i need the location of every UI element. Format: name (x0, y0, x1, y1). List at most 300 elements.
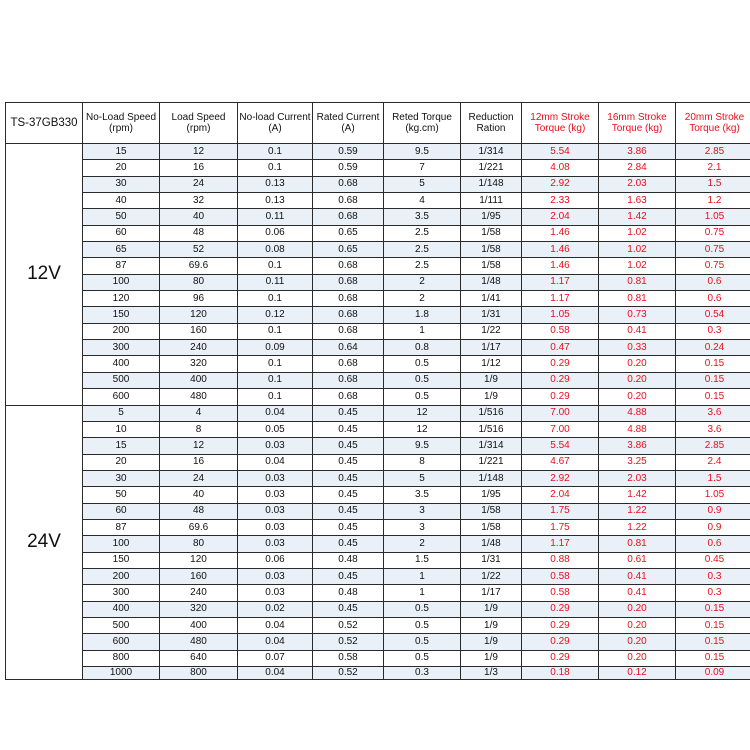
load-speed-cell: 40 (160, 487, 238, 503)
rated-torque-cell: 3.5 (384, 487, 461, 503)
rated-current-cell: 0.48 (313, 552, 384, 568)
stroke-12mm-torque-cell: 0.58 (522, 323, 599, 339)
no-load-current-cell: 0.06 (238, 225, 313, 241)
no-load-speed-cell: 87 (83, 258, 160, 274)
stroke-12mm-torque-cell: 1.46 (522, 242, 599, 258)
no-load-current-cell: 0.03 (238, 519, 313, 535)
rated-current-cell: 0.48 (313, 585, 384, 601)
stroke-16mm-torque-cell: 3.86 (599, 438, 676, 454)
load-speed-cell: 400 (160, 372, 238, 388)
no-load-current-cell: 0.1 (238, 389, 313, 405)
table-row (6, 568, 750, 584)
stroke-12mm-torque-cell: 7.00 (522, 421, 599, 437)
rated-torque-cell: 0.5 (384, 389, 461, 405)
no-load-current-cell: 0.1 (238, 372, 313, 388)
stroke-20mm-torque-cell: 0.15 (676, 372, 750, 388)
table-row (6, 389, 750, 405)
stroke-12mm-torque-cell: 0.58 (522, 585, 599, 601)
table-row (6, 552, 750, 568)
rated-current-cell: 0.68 (313, 291, 384, 307)
load-speed-cell: 320 (160, 356, 238, 372)
load-speed-cell: 52 (160, 242, 238, 258)
load-speed-cell: 8 (160, 421, 238, 437)
stroke-20mm-torque-cell: 1.05 (676, 209, 750, 225)
reduction-ratio-cell: 1/31 (461, 307, 522, 323)
stroke-20mm-torque-cell: 0.15 (676, 650, 750, 666)
rated-torque-cell: 8 (384, 454, 461, 470)
no-load-current-cell: 0.05 (238, 421, 313, 437)
no-load-current-cell: 0.06 (238, 552, 313, 568)
table-row (6, 438, 750, 454)
load-speed-cell: 32 (160, 193, 238, 209)
no-load-current-cell: 0.04 (238, 634, 313, 650)
stroke-16mm-torque-cell: 4.88 (599, 405, 676, 421)
reduction-ratio-cell: 1/12 (461, 356, 522, 372)
header-row (6, 103, 750, 144)
no-load-speed-cell: 30 (83, 176, 160, 192)
no-load-speed-cell: 300 (83, 585, 160, 601)
stroke-20mm-torque-cell: 0.45 (676, 552, 750, 568)
stroke-20mm-torque-cell: 0.54 (676, 307, 750, 323)
stroke-12mm-torque-header: 12mm Stroke Torque (kg) (522, 103, 599, 144)
rated-current-cell: 0.68 (313, 274, 384, 290)
load-speed-cell: 480 (160, 634, 238, 650)
no-load-current-cell: 0.04 (238, 667, 313, 680)
reduction-ratio-cell: 1/9 (461, 617, 522, 633)
stroke-20mm-torque-cell: 0.9 (676, 519, 750, 535)
table-row (6, 617, 750, 633)
rated-current-cell: 0.68 (313, 209, 384, 225)
stroke-16mm-torque-cell: 0.41 (599, 585, 676, 601)
load-speed-cell: 12 (160, 438, 238, 454)
rated-torque-cell: 2 (384, 291, 461, 307)
reduction-ratio-cell: 1/48 (461, 274, 522, 290)
table-row (6, 209, 750, 225)
reduction-ratio-cell: 1/148 (461, 176, 522, 192)
voltage-group-label: 12V (6, 144, 83, 406)
model-header: TS-37GB330 (6, 103, 83, 144)
stroke-16mm-torque-cell: 0.12 (599, 667, 676, 680)
reduction-ratio-header: Reduction Ration (461, 103, 522, 144)
no-load-speed-cell: 100 (83, 536, 160, 552)
no-load-current-cell: 0.03 (238, 568, 313, 584)
stroke-16mm-torque-cell: 0.41 (599, 323, 676, 339)
no-load-current-cell: 0.1 (238, 323, 313, 339)
stroke-16mm-torque-cell: 0.81 (599, 274, 676, 290)
no-load-speed-cell: 600 (83, 634, 160, 650)
reduction-ratio-cell: 1/3 (461, 667, 522, 680)
no-load-speed-cell: 60 (83, 225, 160, 241)
stroke-20mm-torque-cell: 2.85 (676, 144, 750, 160)
rated-current-cell: 0.68 (313, 258, 384, 274)
load-speed-cell: 80 (160, 536, 238, 552)
load-speed-cell: 800 (160, 667, 238, 680)
rated-torque-cell: 2.5 (384, 242, 461, 258)
rated-current-cell: 0.52 (313, 634, 384, 650)
stroke-12mm-torque-cell: 4.08 (522, 160, 599, 176)
stroke-20mm-torque-cell: 0.15 (676, 634, 750, 650)
table-row (6, 274, 750, 290)
stroke-20mm-torque-cell: 0.15 (676, 389, 750, 405)
reduction-ratio-cell: 1/314 (461, 144, 522, 160)
reduction-ratio-cell: 1/17 (461, 340, 522, 356)
reduction-ratio-cell: 1/22 (461, 568, 522, 584)
no-load-current-cell: 0.03 (238, 503, 313, 519)
table-row (6, 601, 750, 617)
rated-current-cell: 0.45 (313, 601, 384, 617)
rated-torque-cell: 9.5 (384, 438, 461, 454)
no-load-speed-cell: 800 (83, 650, 160, 666)
stroke-12mm-torque-cell: 1.75 (522, 519, 599, 535)
stroke-16mm-torque-cell: 2.84 (599, 160, 676, 176)
stroke-20mm-torque-header: 20mm Stroke Torque (kg) (676, 103, 750, 144)
rated-torque-cell: 0.3 (384, 667, 461, 680)
load-speed-cell: 24 (160, 470, 238, 486)
no-load-speed-cell: 20 (83, 160, 160, 176)
table-row (6, 193, 750, 209)
table-row (6, 356, 750, 372)
rated-current-cell: 0.45 (313, 503, 384, 519)
no-load-current-cell: 0.11 (238, 274, 313, 290)
stroke-12mm-torque-cell: 0.29 (522, 617, 599, 633)
no-load-speed-cell: 20 (83, 454, 160, 470)
stroke-12mm-torque-cell: 0.29 (522, 389, 599, 405)
rated-torque-cell: 4 (384, 193, 461, 209)
no-load-speed-cell: 15 (83, 144, 160, 160)
rated-torque-cell: 0.8 (384, 340, 461, 356)
reduction-ratio-cell: 1/221 (461, 160, 522, 176)
no-load-current-cell: 0.09 (238, 340, 313, 356)
rated-torque-cell: 0.5 (384, 650, 461, 666)
rated-current-cell: 0.45 (313, 568, 384, 584)
table-row (6, 421, 750, 437)
no-load-speed-cell: 300 (83, 340, 160, 356)
table-row (6, 144, 750, 160)
reduction-ratio-cell: 1/9 (461, 389, 522, 405)
stroke-16mm-torque-cell: 0.20 (599, 634, 676, 650)
stroke-12mm-torque-cell: 0.58 (522, 568, 599, 584)
rated-current-cell: 0.68 (313, 176, 384, 192)
load-speed-cell: 640 (160, 650, 238, 666)
load-speed-cell: 40 (160, 209, 238, 225)
no-load-speed-header: No-Load Speed (rpm) (83, 103, 160, 144)
voltage-group-label: 24V (6, 405, 83, 680)
stroke-12mm-torque-cell: 1.05 (522, 307, 599, 323)
no-load-current-cell: 0.1 (238, 144, 313, 160)
no-load-speed-cell: 400 (83, 356, 160, 372)
rated-torque-cell: 1 (384, 585, 461, 601)
stroke-12mm-torque-cell: 0.29 (522, 650, 599, 666)
stroke-20mm-torque-cell: 0.9 (676, 503, 750, 519)
stroke-20mm-torque-cell: 0.6 (676, 274, 750, 290)
no-load-speed-cell: 10 (83, 421, 160, 437)
stroke-20mm-torque-cell: 1.05 (676, 487, 750, 503)
rated-torque-cell: 7 (384, 160, 461, 176)
rated-current-cell: 0.52 (313, 667, 384, 680)
no-load-current-cell: 0.1 (238, 160, 313, 176)
no-load-speed-cell: 15 (83, 438, 160, 454)
reduction-ratio-cell: 1/58 (461, 225, 522, 241)
stroke-16mm-torque-cell: 0.20 (599, 617, 676, 633)
stroke-12mm-torque-cell: 2.92 (522, 470, 599, 486)
reduction-ratio-cell: 1/58 (461, 519, 522, 535)
reduction-ratio-cell: 1/95 (461, 487, 522, 503)
load-speed-cell: 4 (160, 405, 238, 421)
stroke-12mm-torque-cell: 0.29 (522, 356, 599, 372)
no-load-current-cell: 0.03 (238, 438, 313, 454)
stroke-20mm-torque-cell: 0.3 (676, 323, 750, 339)
stroke-12mm-torque-cell: 0.29 (522, 601, 599, 617)
stroke-16mm-torque-cell: 1.22 (599, 519, 676, 535)
stroke-20mm-torque-cell: 2.1 (676, 160, 750, 176)
stroke-16mm-torque-cell: 1.63 (599, 193, 676, 209)
load-speed-cell: 16 (160, 160, 238, 176)
stroke-16mm-torque-cell: 3.86 (599, 144, 676, 160)
no-load-speed-cell: 500 (83, 372, 160, 388)
rated-torque-cell: 3 (384, 503, 461, 519)
stroke-16mm-torque-cell: 1.22 (599, 503, 676, 519)
load-speed-cell: 240 (160, 585, 238, 601)
load-speed-cell: 48 (160, 503, 238, 519)
table-body (6, 144, 750, 680)
rated-torque-cell: 1 (384, 323, 461, 339)
no-load-speed-cell: 60 (83, 503, 160, 519)
motor-spec-table (5, 102, 750, 680)
stroke-16mm-torque-cell: 1.02 (599, 242, 676, 258)
rated-torque-cell: 12 (384, 405, 461, 421)
rated-current-cell: 0.64 (313, 340, 384, 356)
stroke-12mm-torque-cell: 2.92 (522, 176, 599, 192)
table-row (6, 519, 750, 535)
load-speed-cell: 80 (160, 274, 238, 290)
load-speed-header: Load Speed (rpm) (160, 103, 238, 144)
no-load-current-cell: 0.04 (238, 454, 313, 470)
load-speed-cell: 24 (160, 176, 238, 192)
no-load-speed-cell: 1000 (83, 667, 160, 680)
stroke-20mm-torque-cell: 0.3 (676, 585, 750, 601)
table-row (6, 340, 750, 356)
table-row (6, 160, 750, 176)
table-row (6, 585, 750, 601)
no-load-speed-cell: 65 (83, 242, 160, 258)
no-load-speed-cell: 120 (83, 291, 160, 307)
no-load-speed-cell: 600 (83, 389, 160, 405)
stroke-20mm-torque-cell: 0.15 (676, 356, 750, 372)
no-load-current-cell: 0.1 (238, 258, 313, 274)
reduction-ratio-cell: 1/9 (461, 650, 522, 666)
reduction-ratio-cell: 1/22 (461, 323, 522, 339)
no-load-current-cell: 0.02 (238, 601, 313, 617)
rated-current-cell: 0.68 (313, 307, 384, 323)
stroke-20mm-torque-cell: 2.4 (676, 454, 750, 470)
stroke-20mm-torque-cell: 0.75 (676, 242, 750, 258)
stroke-20mm-torque-cell: 2.85 (676, 438, 750, 454)
reduction-ratio-cell: 1/516 (461, 405, 522, 421)
no-load-current-cell: 0.07 (238, 650, 313, 666)
no-load-speed-cell: 150 (83, 552, 160, 568)
rated-torque-cell: 0.5 (384, 372, 461, 388)
no-load-current-cell: 0.1 (238, 291, 313, 307)
no-load-current-header: No-load Current (A) (238, 103, 313, 144)
rated-current-cell: 0.45 (313, 454, 384, 470)
rated-current-cell: 0.52 (313, 617, 384, 633)
table-row (6, 470, 750, 486)
stroke-12mm-torque-cell: 1.46 (522, 258, 599, 274)
stroke-12mm-torque-cell: 1.17 (522, 291, 599, 307)
stroke-20mm-torque-cell: 0.6 (676, 291, 750, 307)
rated-torque-cell: 2 (384, 274, 461, 290)
stroke-20mm-torque-cell: 0.15 (676, 601, 750, 617)
rated-current-cell: 0.68 (313, 323, 384, 339)
stroke-20mm-torque-cell: 0.3 (676, 568, 750, 584)
table-row (6, 667, 750, 680)
reduction-ratio-cell: 1/95 (461, 209, 522, 225)
stroke-16mm-torque-cell: 0.33 (599, 340, 676, 356)
stroke-12mm-torque-cell: 0.47 (522, 340, 599, 356)
stroke-12mm-torque-cell: 0.29 (522, 634, 599, 650)
table-row (6, 536, 750, 552)
table-row (6, 487, 750, 503)
no-load-speed-cell: 87 (83, 519, 160, 535)
stroke-12mm-torque-cell: 2.33 (522, 193, 599, 209)
load-speed-cell: 16 (160, 454, 238, 470)
stroke-12mm-torque-cell: 2.04 (522, 487, 599, 503)
rated-torque-cell: 3 (384, 519, 461, 535)
rated-current-cell: 0.68 (313, 372, 384, 388)
reduction-ratio-cell: 1/31 (461, 552, 522, 568)
load-speed-cell: 400 (160, 617, 238, 633)
rated-current-cell: 0.59 (313, 160, 384, 176)
load-speed-cell: 96 (160, 291, 238, 307)
stroke-16mm-torque-cell: 2.03 (599, 176, 676, 192)
stroke-20mm-torque-cell: 0.24 (676, 340, 750, 356)
stroke-20mm-torque-cell: 1.5 (676, 176, 750, 192)
reduction-ratio-cell: 1/221 (461, 454, 522, 470)
table-row (6, 503, 750, 519)
rated-current-cell: 0.68 (313, 193, 384, 209)
rated-torque-cell: 5 (384, 176, 461, 192)
stroke-16mm-torque-cell: 0.41 (599, 568, 676, 584)
rated-torque-cell: 2 (384, 536, 461, 552)
reduction-ratio-cell: 1/9 (461, 634, 522, 650)
no-load-current-cell: 0.1 (238, 356, 313, 372)
reduction-ratio-cell: 1/48 (461, 536, 522, 552)
rated-current-cell: 0.45 (313, 487, 384, 503)
stroke-16mm-torque-cell: 4.88 (599, 421, 676, 437)
rated-torque-cell: 2.5 (384, 258, 461, 274)
stroke-20mm-torque-cell: 0.15 (676, 617, 750, 633)
stroke-12mm-torque-cell: 1.46 (522, 225, 599, 241)
table-row (6, 323, 750, 339)
no-load-speed-cell: 500 (83, 617, 160, 633)
stroke-20mm-torque-cell: 1.2 (676, 193, 750, 209)
rated-current-cell: 0.45 (313, 519, 384, 535)
reduction-ratio-cell: 1/58 (461, 503, 522, 519)
rated-current-cell: 0.45 (313, 405, 384, 421)
rated-current-cell: 0.45 (313, 438, 384, 454)
stroke-16mm-torque-cell: 1.02 (599, 225, 676, 241)
no-load-current-cell: 0.03 (238, 536, 313, 552)
no-load-speed-cell: 100 (83, 274, 160, 290)
table-row (6, 650, 750, 666)
rated-torque-cell: 0.5 (384, 601, 461, 617)
reduction-ratio-cell: 1/148 (461, 470, 522, 486)
rated-current-cell: 0.68 (313, 389, 384, 405)
load-speed-cell: 120 (160, 307, 238, 323)
rated-current-cell: 0.45 (313, 470, 384, 486)
rated-current-cell: 0.59 (313, 144, 384, 160)
no-load-speed-cell: 50 (83, 209, 160, 225)
stroke-20mm-torque-cell: 3.6 (676, 421, 750, 437)
rated-torque-cell: 9.5 (384, 144, 461, 160)
table-row (6, 405, 750, 421)
no-load-current-cell: 0.12 (238, 307, 313, 323)
no-load-speed-cell: 40 (83, 193, 160, 209)
table-row (6, 242, 750, 258)
stroke-16mm-torque-cell: 0.73 (599, 307, 676, 323)
rated-current-cell: 0.65 (313, 225, 384, 241)
load-speed-cell: 320 (160, 601, 238, 617)
load-speed-cell: 480 (160, 389, 238, 405)
rated-torque-cell: 1.8 (384, 307, 461, 323)
stroke-12mm-torque-cell: 0.18 (522, 667, 599, 680)
no-load-speed-cell: 200 (83, 323, 160, 339)
stroke-16mm-torque-cell: 1.02 (599, 258, 676, 274)
reduction-ratio-cell: 1/314 (461, 438, 522, 454)
reduction-ratio-cell: 1/41 (461, 291, 522, 307)
stroke-12mm-torque-cell: 5.54 (522, 438, 599, 454)
rated-torque-cell: 3.5 (384, 209, 461, 225)
rated-torque-header: Reted Torque (kg.cm) (384, 103, 461, 144)
stroke-12mm-torque-cell: 7.00 (522, 405, 599, 421)
no-load-current-cell: 0.11 (238, 209, 313, 225)
stroke-16mm-torque-cell: 0.81 (599, 536, 676, 552)
stroke-20mm-torque-cell: 1.5 (676, 470, 750, 486)
no-load-speed-cell: 400 (83, 601, 160, 617)
no-load-current-cell: 0.03 (238, 487, 313, 503)
no-load-speed-cell: 30 (83, 470, 160, 486)
load-speed-cell: 240 (160, 340, 238, 356)
table-row (6, 225, 750, 241)
reduction-ratio-cell: 1/58 (461, 242, 522, 258)
rated-torque-cell: 1.5 (384, 552, 461, 568)
load-speed-cell: 48 (160, 225, 238, 241)
stroke-20mm-torque-cell: 0.75 (676, 225, 750, 241)
stroke-12mm-torque-cell: 1.17 (522, 274, 599, 290)
no-load-current-cell: 0.08 (238, 242, 313, 258)
no-load-current-cell: 0.13 (238, 176, 313, 192)
load-speed-cell: 160 (160, 323, 238, 339)
stroke-16mm-torque-header: 16mm Stroke Torque (kg) (599, 103, 676, 144)
reduction-ratio-cell: 1/17 (461, 585, 522, 601)
reduction-ratio-cell: 1/111 (461, 193, 522, 209)
rated-torque-cell: 5 (384, 470, 461, 486)
rated-torque-cell: 0.5 (384, 356, 461, 372)
stroke-16mm-torque-cell: 0.61 (599, 552, 676, 568)
stroke-12mm-torque-cell: 1.17 (522, 536, 599, 552)
no-load-speed-cell: 200 (83, 568, 160, 584)
rated-current-cell: 0.58 (313, 650, 384, 666)
stroke-16mm-torque-cell: 0.20 (599, 372, 676, 388)
rated-current-header: Rated Current (A) (313, 103, 384, 144)
rated-torque-cell: 2.5 (384, 225, 461, 241)
stroke-16mm-torque-cell: 0.20 (599, 601, 676, 617)
stroke-20mm-torque-cell: 0.6 (676, 536, 750, 552)
no-load-current-cell: 0.04 (238, 405, 313, 421)
rated-current-cell: 0.65 (313, 242, 384, 258)
stroke-12mm-torque-cell: 0.29 (522, 372, 599, 388)
stroke-16mm-torque-cell: 3.25 (599, 454, 676, 470)
